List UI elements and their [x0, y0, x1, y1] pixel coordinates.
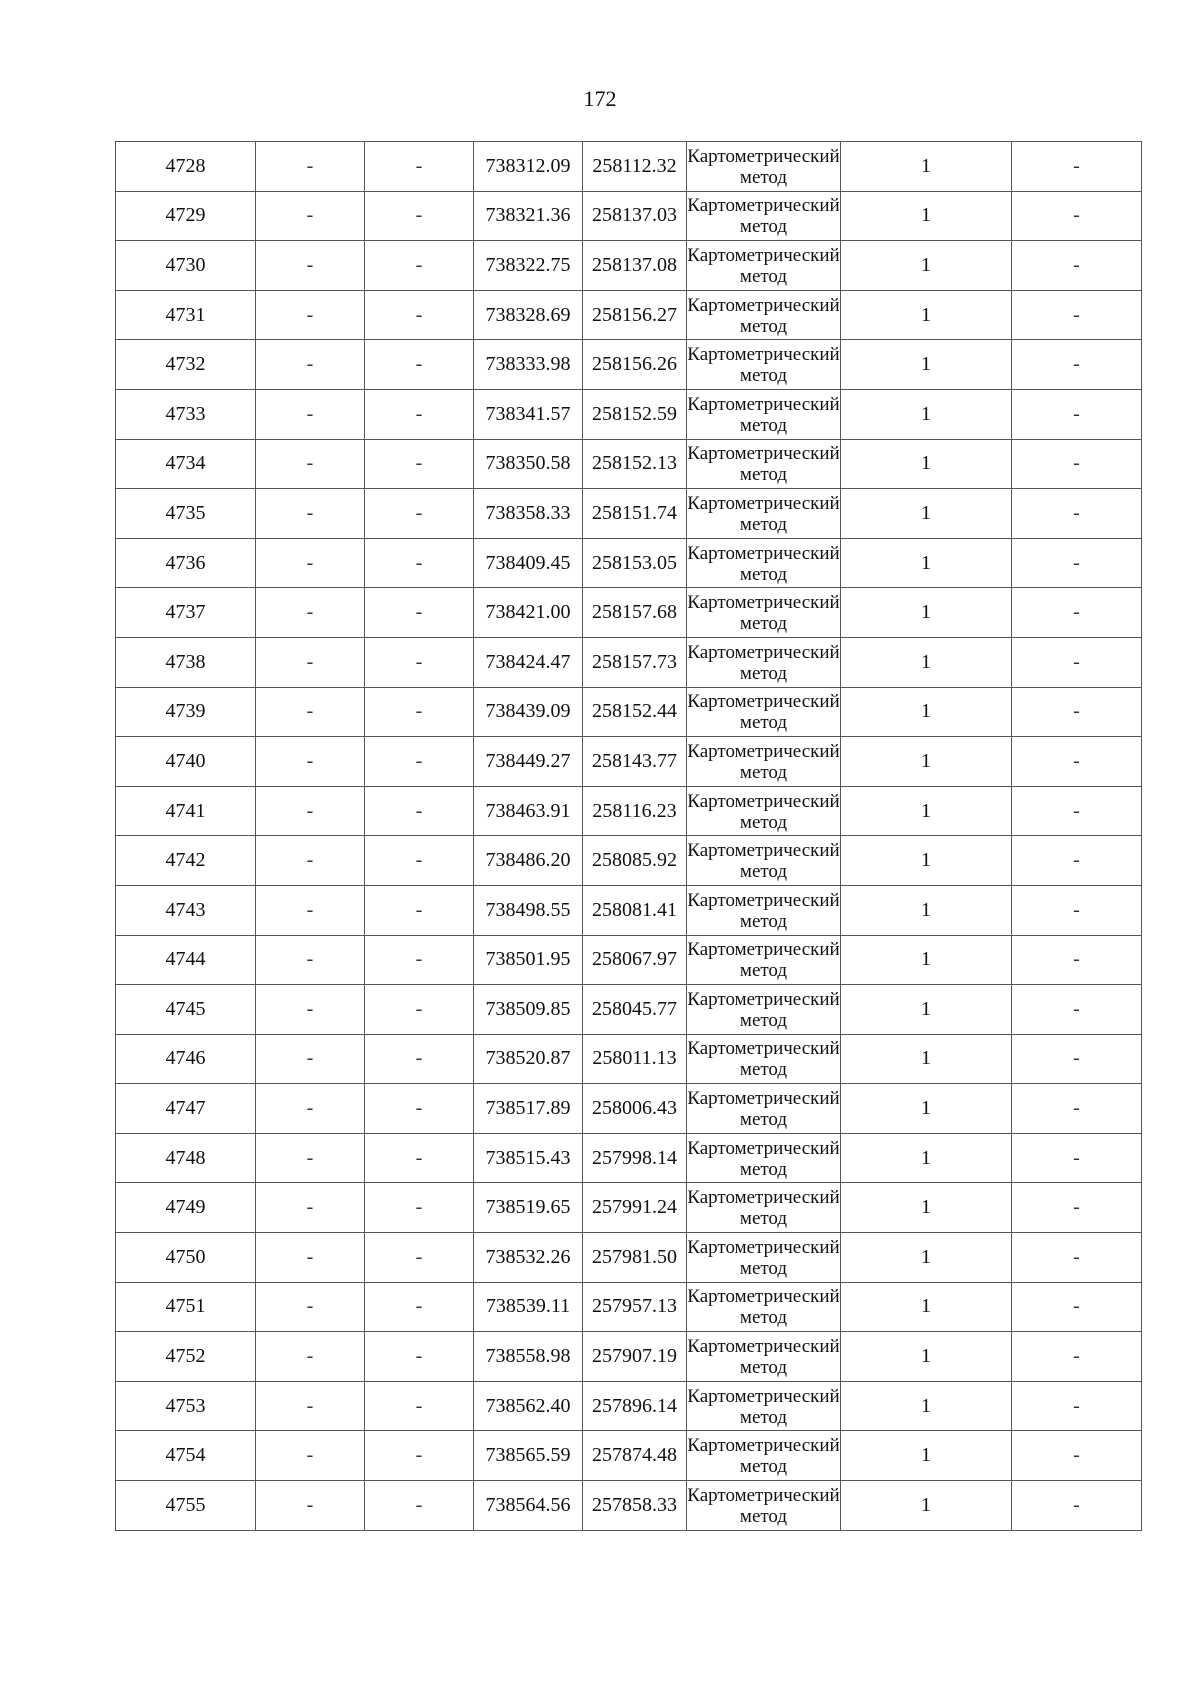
empty-value-cell: -: [1012, 1084, 1142, 1134]
y-coordinate-cell: 258152.44: [583, 687, 687, 737]
x-coordinate-cell: 738498.55: [474, 885, 583, 935]
method-cell: Картометрический метод: [687, 935, 841, 985]
y-coordinate-cell: 258156.26: [583, 340, 687, 390]
empty-value-cell: -: [256, 687, 365, 737]
empty-value-cell: -: [256, 885, 365, 935]
accuracy-cell: 1: [841, 1034, 1012, 1084]
method-cell: Картометрический метод: [687, 1084, 841, 1134]
point-number-cell: 4734: [116, 439, 256, 489]
accuracy-cell: 1: [841, 1481, 1012, 1531]
accuracy-cell: 1: [841, 439, 1012, 489]
method-cell: Картометрический метод: [687, 1183, 841, 1233]
y-coordinate-cell: 258045.77: [583, 985, 687, 1035]
method-cell: Картометрический метод: [687, 1332, 841, 1382]
method-cell: Картометрический метод: [687, 1282, 841, 1332]
empty-value-cell: -: [1012, 191, 1142, 241]
accuracy-cell: 1: [841, 1133, 1012, 1183]
accuracy-cell: 1: [841, 489, 1012, 539]
empty-value-cell: -: [1012, 786, 1142, 836]
empty-value-cell: -: [1012, 588, 1142, 638]
accuracy-cell: 1: [841, 885, 1012, 935]
table-row: [116, 985, 1142, 1035]
empty-value-cell: -: [365, 191, 474, 241]
point-number-cell: 4731: [116, 290, 256, 340]
point-number-cell: 4738: [116, 637, 256, 687]
method-cell: Картометрический метод: [687, 389, 841, 439]
empty-value-cell: -: [365, 1282, 474, 1332]
y-coordinate-cell: 258112.32: [583, 142, 687, 192]
empty-value-cell: -: [256, 737, 365, 787]
method-cell: Картометрический метод: [687, 142, 841, 192]
accuracy-cell: 1: [841, 687, 1012, 737]
table-row: [116, 340, 1142, 390]
empty-value-cell: -: [365, 241, 474, 291]
accuracy-cell: 1: [841, 241, 1012, 291]
empty-value-cell: -: [1012, 538, 1142, 588]
empty-value-cell: -: [256, 1381, 365, 1431]
empty-value-cell: -: [365, 142, 474, 192]
accuracy-cell: 1: [841, 538, 1012, 588]
table-row: [116, 538, 1142, 588]
x-coordinate-cell: 738439.09: [474, 687, 583, 737]
y-coordinate-cell: 258137.03: [583, 191, 687, 241]
empty-value-cell: -: [1012, 637, 1142, 687]
empty-value-cell: -: [365, 538, 474, 588]
method-cell: Картометрический метод: [687, 1381, 841, 1431]
accuracy-cell: 1: [841, 1332, 1012, 1382]
x-coordinate-cell: 738509.85: [474, 985, 583, 1035]
accuracy-cell: 1: [841, 1431, 1012, 1481]
accuracy-cell: 1: [841, 836, 1012, 886]
y-coordinate-cell: 258157.73: [583, 637, 687, 687]
empty-value-cell: -: [1012, 1282, 1142, 1332]
empty-value-cell: -: [256, 836, 365, 886]
y-coordinate-cell: 257907.19: [583, 1332, 687, 1382]
table-row: [116, 191, 1142, 241]
table-row: [116, 1431, 1142, 1481]
table-row: [116, 241, 1142, 291]
empty-value-cell: -: [256, 290, 365, 340]
point-number-cell: 4747: [116, 1084, 256, 1134]
empty-value-cell: -: [1012, 1481, 1142, 1531]
empty-value-cell: -: [365, 1183, 474, 1233]
accuracy-cell: 1: [841, 1381, 1012, 1431]
x-coordinate-cell: 738322.75: [474, 241, 583, 291]
empty-value-cell: -: [365, 1481, 474, 1531]
empty-value-cell: -: [365, 1332, 474, 1382]
method-cell: Картометрический метод: [687, 836, 841, 886]
table-row: [116, 1133, 1142, 1183]
accuracy-cell: 1: [841, 340, 1012, 390]
y-coordinate-cell: 258156.27: [583, 290, 687, 340]
empty-value-cell: -: [256, 1282, 365, 1332]
empty-value-cell: -: [256, 1233, 365, 1283]
accuracy-cell: 1: [841, 588, 1012, 638]
empty-value-cell: -: [256, 389, 365, 439]
point-number-cell: 4732: [116, 340, 256, 390]
method-cell: Картометрический метод: [687, 1034, 841, 1084]
empty-value-cell: -: [256, 538, 365, 588]
empty-value-cell: -: [365, 1034, 474, 1084]
y-coordinate-cell: 258151.74: [583, 489, 687, 539]
x-coordinate-cell: 738350.58: [474, 439, 583, 489]
empty-value-cell: -: [256, 489, 365, 539]
y-coordinate-cell: 258011.13: [583, 1034, 687, 1084]
method-cell: Картометрический метод: [687, 1133, 841, 1183]
empty-value-cell: -: [1012, 836, 1142, 886]
y-coordinate-cell: 258137.08: [583, 241, 687, 291]
empty-value-cell: -: [365, 389, 474, 439]
empty-value-cell: -: [256, 637, 365, 687]
method-cell: Картометрический метод: [687, 786, 841, 836]
empty-value-cell: -: [365, 935, 474, 985]
empty-value-cell: -: [365, 439, 474, 489]
table-row: [116, 1183, 1142, 1233]
accuracy-cell: 1: [841, 1084, 1012, 1134]
accuracy-cell: 1: [841, 637, 1012, 687]
point-number-cell: 4729: [116, 191, 256, 241]
x-coordinate-cell: 738558.98: [474, 1332, 583, 1382]
y-coordinate-cell: 258157.68: [583, 588, 687, 638]
empty-value-cell: -: [256, 1481, 365, 1531]
point-number-cell: 4754: [116, 1431, 256, 1481]
x-coordinate-cell: 738321.36: [474, 191, 583, 241]
empty-value-cell: -: [256, 935, 365, 985]
empty-value-cell: -: [1012, 737, 1142, 787]
table-row: [116, 290, 1142, 340]
point-number-cell: 4743: [116, 885, 256, 935]
method-cell: Картометрический метод: [687, 439, 841, 489]
y-coordinate-cell: 258153.05: [583, 538, 687, 588]
method-cell: Картометрический метод: [687, 538, 841, 588]
table-row: [116, 389, 1142, 439]
x-coordinate-cell: 738515.43: [474, 1133, 583, 1183]
empty-value-cell: -: [365, 985, 474, 1035]
empty-value-cell: -: [365, 340, 474, 390]
point-number-cell: 4752: [116, 1332, 256, 1382]
x-coordinate-cell: 738328.69: [474, 290, 583, 340]
empty-value-cell: -: [365, 489, 474, 539]
empty-value-cell: -: [365, 1233, 474, 1283]
table-row: [116, 588, 1142, 638]
point-number-cell: 4755: [116, 1481, 256, 1531]
point-number-cell: 4745: [116, 985, 256, 1035]
empty-value-cell: -: [365, 885, 474, 935]
y-coordinate-cell: 257998.14: [583, 1133, 687, 1183]
x-coordinate-cell: 738312.09: [474, 142, 583, 192]
accuracy-cell: 1: [841, 935, 1012, 985]
y-coordinate-cell: 257858.33: [583, 1481, 687, 1531]
empty-value-cell: -: [1012, 1034, 1142, 1084]
empty-value-cell: -: [256, 1332, 365, 1382]
x-coordinate-cell: 738333.98: [474, 340, 583, 390]
table-row: [116, 439, 1142, 489]
method-cell: Картометрический метод: [687, 489, 841, 539]
empty-value-cell: -: [1012, 340, 1142, 390]
table-row: [116, 1233, 1142, 1283]
x-coordinate-cell: 738501.95: [474, 935, 583, 985]
y-coordinate-cell: 257981.50: [583, 1233, 687, 1283]
point-number-cell: 4728: [116, 142, 256, 192]
y-coordinate-cell: 258067.97: [583, 935, 687, 985]
x-coordinate-cell: 738341.57: [474, 389, 583, 439]
empty-value-cell: -: [365, 290, 474, 340]
empty-value-cell: -: [1012, 439, 1142, 489]
table-row: [116, 885, 1142, 935]
empty-value-cell: -: [365, 687, 474, 737]
accuracy-cell: 1: [841, 142, 1012, 192]
point-number-cell: 4749: [116, 1183, 256, 1233]
empty-value-cell: -: [1012, 1233, 1142, 1283]
method-cell: Картометрический метод: [687, 290, 841, 340]
empty-value-cell: -: [365, 637, 474, 687]
empty-value-cell: -: [256, 1084, 365, 1134]
x-coordinate-cell: 738424.47: [474, 637, 583, 687]
empty-value-cell: -: [1012, 687, 1142, 737]
method-cell: Картометрический метод: [687, 588, 841, 638]
empty-value-cell: -: [365, 737, 474, 787]
table-row: [116, 935, 1142, 985]
method-cell: Картометрический метод: [687, 1481, 841, 1531]
y-coordinate-cell: 257957.13: [583, 1282, 687, 1332]
x-coordinate-cell: 738358.33: [474, 489, 583, 539]
empty-value-cell: -: [365, 836, 474, 886]
method-cell: Картометрический метод: [687, 1431, 841, 1481]
x-coordinate-cell: 738421.00: [474, 588, 583, 638]
table-row: [116, 1332, 1142, 1382]
x-coordinate-cell: 738409.45: [474, 538, 583, 588]
empty-value-cell: -: [256, 241, 365, 291]
empty-value-cell: -: [256, 1034, 365, 1084]
empty-value-cell: -: [365, 588, 474, 638]
point-number-cell: 4748: [116, 1133, 256, 1183]
accuracy-cell: 1: [841, 389, 1012, 439]
x-coordinate-cell: 738449.27: [474, 737, 583, 787]
y-coordinate-cell: 258085.92: [583, 836, 687, 886]
accuracy-cell: 1: [841, 1233, 1012, 1283]
method-cell: Картометрический метод: [687, 191, 841, 241]
empty-value-cell: -: [256, 340, 365, 390]
point-number-cell: 4736: [116, 538, 256, 588]
point-number-cell: 4742: [116, 836, 256, 886]
point-number-cell: 4739: [116, 687, 256, 737]
point-number-cell: 4730: [116, 241, 256, 291]
empty-value-cell: -: [256, 588, 365, 638]
table-body: [116, 142, 1142, 1531]
method-cell: Картометрический метод: [687, 637, 841, 687]
empty-value-cell: -: [256, 985, 365, 1035]
table-row: [116, 687, 1142, 737]
x-coordinate-cell: 738517.89: [474, 1084, 583, 1134]
y-coordinate-cell: 258006.43: [583, 1084, 687, 1134]
x-coordinate-cell: 738463.91: [474, 786, 583, 836]
x-coordinate-cell: 738565.59: [474, 1431, 583, 1481]
empty-value-cell: -: [365, 1431, 474, 1481]
empty-value-cell: -: [1012, 241, 1142, 291]
empty-value-cell: -: [365, 786, 474, 836]
point-number-cell: 4741: [116, 786, 256, 836]
empty-value-cell: -: [1012, 935, 1142, 985]
x-coordinate-cell: 738562.40: [474, 1381, 583, 1431]
x-coordinate-cell: 738520.87: [474, 1034, 583, 1084]
accuracy-cell: 1: [841, 290, 1012, 340]
y-coordinate-cell: 258152.59: [583, 389, 687, 439]
empty-value-cell: -: [1012, 489, 1142, 539]
point-number-cell: 4751: [116, 1282, 256, 1332]
x-coordinate-cell: 738539.11: [474, 1282, 583, 1332]
empty-value-cell: -: [256, 1431, 365, 1481]
point-number-cell: 4740: [116, 737, 256, 787]
point-number-cell: 4737: [116, 588, 256, 638]
table-row: [116, 1034, 1142, 1084]
x-coordinate-cell: 738564.56: [474, 1481, 583, 1531]
method-cell: Картометрический метод: [687, 737, 841, 787]
empty-value-cell: -: [1012, 142, 1142, 192]
table-row: [116, 489, 1142, 539]
empty-value-cell: -: [1012, 1332, 1142, 1382]
method-cell: Картометрический метод: [687, 340, 841, 390]
method-cell: Картометрический метод: [687, 885, 841, 935]
accuracy-cell: 1: [841, 1183, 1012, 1233]
empty-value-cell: -: [256, 439, 365, 489]
empty-value-cell: -: [365, 1084, 474, 1134]
point-number-cell: 4744: [116, 935, 256, 985]
y-coordinate-cell: 258116.23: [583, 786, 687, 836]
y-coordinate-cell: 257874.48: [583, 1431, 687, 1481]
empty-value-cell: -: [1012, 1133, 1142, 1183]
empty-value-cell: -: [1012, 290, 1142, 340]
accuracy-cell: 1: [841, 1282, 1012, 1332]
empty-value-cell: -: [1012, 885, 1142, 935]
empty-value-cell: -: [365, 1381, 474, 1431]
table-row: [116, 786, 1142, 836]
method-cell: Картометрический метод: [687, 1233, 841, 1283]
table-row: [116, 637, 1142, 687]
empty-value-cell: -: [256, 191, 365, 241]
empty-value-cell: -: [256, 1183, 365, 1233]
point-number-cell: 4750: [116, 1233, 256, 1283]
y-coordinate-cell: 257896.14: [583, 1381, 687, 1431]
table-row: [116, 836, 1142, 886]
x-coordinate-cell: 738486.20: [474, 836, 583, 886]
method-cell: Картометрический метод: [687, 241, 841, 291]
page-number: 172: [583, 86, 617, 111]
table-row: [116, 1481, 1142, 1531]
table-row: [116, 1381, 1142, 1431]
table-row: [116, 1282, 1142, 1332]
table-row: [116, 142, 1142, 192]
point-number-cell: 4746: [116, 1034, 256, 1084]
accuracy-cell: 1: [841, 786, 1012, 836]
empty-value-cell: -: [1012, 1183, 1142, 1233]
y-coordinate-cell: 258152.13: [583, 439, 687, 489]
empty-value-cell: -: [1012, 985, 1142, 1035]
coordinates-table: [115, 141, 1142, 1531]
table-row: [116, 737, 1142, 787]
method-cell: Картометрический метод: [687, 985, 841, 1035]
accuracy-cell: 1: [841, 985, 1012, 1035]
empty-value-cell: -: [1012, 389, 1142, 439]
empty-value-cell: -: [256, 142, 365, 192]
table-row: [116, 1084, 1142, 1134]
y-coordinate-cell: 258143.77: [583, 737, 687, 787]
empty-value-cell: -: [1012, 1381, 1142, 1431]
point-number-cell: 4733: [116, 389, 256, 439]
empty-value-cell: -: [256, 786, 365, 836]
accuracy-cell: 1: [841, 737, 1012, 787]
method-cell: Картометрический метод: [687, 687, 841, 737]
empty-value-cell: -: [256, 1133, 365, 1183]
y-coordinate-cell: 257991.24: [583, 1183, 687, 1233]
empty-value-cell: -: [365, 1133, 474, 1183]
y-coordinate-cell: 258081.41: [583, 885, 687, 935]
point-number-cell: 4753: [116, 1381, 256, 1431]
x-coordinate-cell: 738532.26: [474, 1233, 583, 1283]
empty-value-cell: -: [1012, 1431, 1142, 1481]
point-number-cell: 4735: [116, 489, 256, 539]
x-coordinate-cell: 738519.65: [474, 1183, 583, 1233]
accuracy-cell: 1: [841, 191, 1012, 241]
